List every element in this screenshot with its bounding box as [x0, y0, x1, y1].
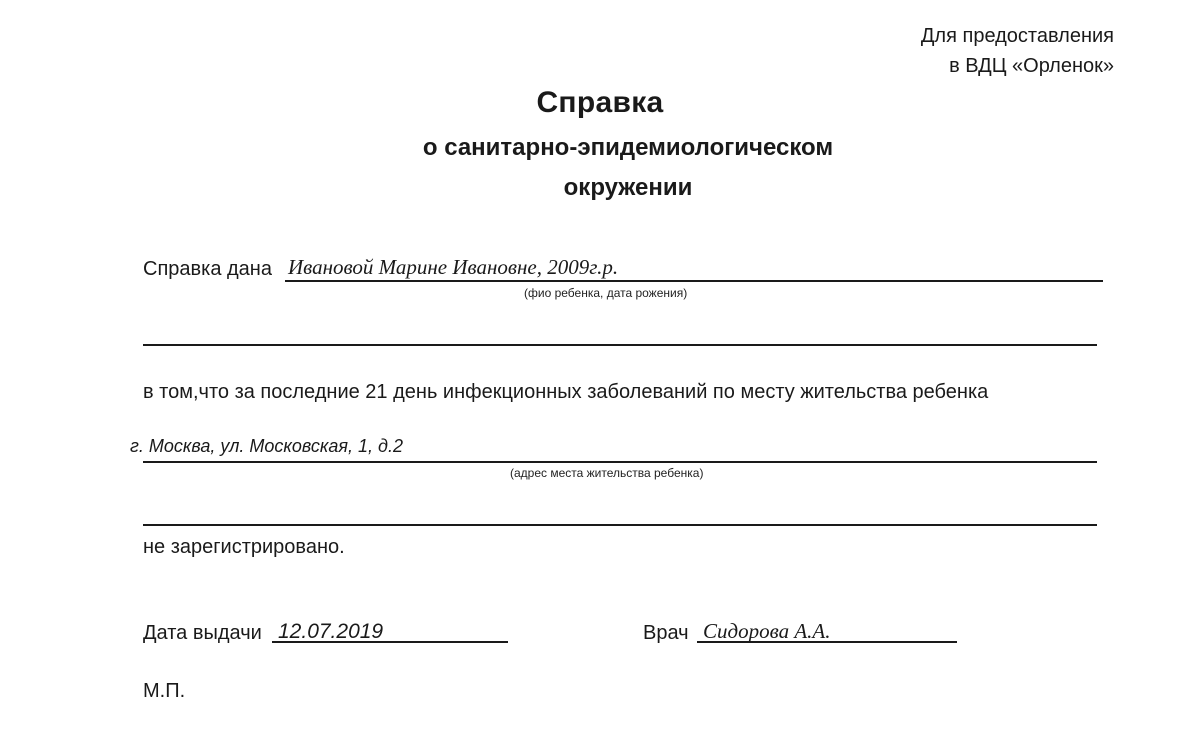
- address-value: г. Москва, ул. Московская, 1, д.2: [130, 436, 403, 456]
- destination-line-2: в ВДЦ «Орленок»: [949, 55, 1114, 77]
- recipient-label: Справка дана: [143, 258, 272, 280]
- statement-text: в том,что за последние 21 день инфекционных заболеваний по месту жительства ребенка: [143, 381, 989, 403]
- document-subtitle-line-2: окружении: [563, 174, 693, 201]
- doctor-value: Сидорова А.А.: [703, 619, 831, 643]
- address-underline: [143, 461, 1097, 463]
- address-hint: (адрес места жительства ребенка): [510, 466, 704, 480]
- recipient-underline: [285, 280, 1103, 282]
- document-subtitle-line-1: о санитарно-эпидемиологическом: [422, 134, 834, 161]
- issue-date-label: Дата выдачи: [143, 622, 262, 644]
- destination-line-1: Для предоставления: [920, 25, 1114, 47]
- conclusion-text: не зарегистрировано.: [143, 536, 345, 558]
- document-title: Справка: [536, 86, 664, 119]
- doctor-label: Врач: [643, 622, 689, 644]
- stamp-place-label: М.П.: [143, 680, 186, 702]
- recipient-hint: (фио ребенка, дата рожения): [524, 286, 688, 300]
- recipient-value: Ивановой Марине Ивановне, 2009г.р.: [288, 255, 619, 279]
- doctor-underline: [697, 641, 957, 643]
- issue-date-underline: [272, 641, 508, 643]
- address-extra-line: [143, 524, 1097, 526]
- issue-date-value: 12.07.2019: [278, 620, 384, 643]
- recipient-extra-line: [143, 344, 1097, 346]
